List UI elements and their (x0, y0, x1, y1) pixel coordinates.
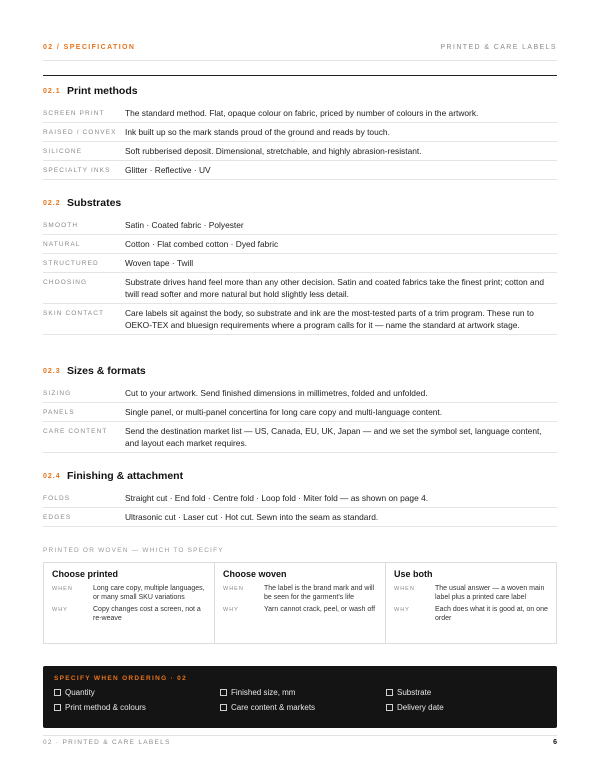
spec-row (43, 254, 557, 273)
section-heading (43, 362, 557, 380)
card-row (52, 585, 206, 602)
spec-row (43, 161, 557, 180)
spec-row (43, 489, 557, 508)
spec-value: Straight cut · End fold · Centre fold · Loop fold · Miter fold — as shown on page 4. (125, 493, 429, 503)
section-print-methods (43, 82, 557, 180)
card-row (394, 585, 548, 602)
spec-value: The standard method. Flat, opaque colour on fabric, priced by number of colours in the artwork. (125, 108, 479, 118)
header-section-label: 02 / SPECIFICATION (43, 44, 136, 51)
spec-row (43, 384, 557, 403)
checklist-item[interactable] (386, 703, 546, 712)
spec-key: SCREEN PRINT (43, 110, 105, 117)
section-title: Finishing & attachment (67, 470, 184, 482)
checklist-item[interactable] (386, 688, 546, 697)
spec-key: SMOOTH (43, 222, 79, 229)
section-sizes-formats (43, 362, 557, 453)
page-header (43, 44, 557, 56)
section-number: 02.3 (43, 367, 61, 375)
section-heading (43, 194, 557, 212)
spec-row (43, 235, 557, 254)
spec-row (43, 216, 557, 235)
spec-row (43, 403, 557, 422)
spec-key: SIZING (43, 390, 72, 397)
checkbox-icon[interactable] (54, 689, 61, 696)
section-number: 02.1 (43, 87, 61, 95)
card-value: Yarn cannot crack, peel, or wash off (264, 606, 376, 614)
spec-key: SILICONE (43, 148, 83, 155)
page-number: 6 (553, 739, 557, 746)
section-title: Print methods (67, 85, 138, 97)
section-heading (43, 82, 557, 100)
checklist-label: Finished size, mm (231, 688, 296, 697)
spec-key: PANELS (43, 409, 75, 416)
spec-key: CHOOSING (43, 279, 88, 286)
spec-key: SPECIALTY INKS (43, 167, 111, 174)
footer-label: 02 · PRINTED & CARE LABELS (43, 739, 171, 746)
footer-divider (43, 735, 557, 736)
header-divider (43, 60, 557, 61)
card-key: WHEN (223, 586, 244, 592)
page-footer (43, 739, 557, 746)
spec-page (43, 0, 557, 777)
card-use-both (386, 563, 556, 643)
spec-row (43, 104, 557, 123)
spec-value: Ultrasonic cut · Laser cut · Hot cut. Sewn into the seam as standard. (125, 512, 379, 522)
card-value: Long care copy, multiple languages, or many small SKU variations (93, 585, 205, 601)
card-title: Choose woven (223, 569, 287, 579)
checkbox-icon[interactable] (386, 689, 393, 696)
spec-value: Soft rubberised deposit. Dimensional, stretchable, and highly abrasion-resistant. (125, 146, 422, 156)
compare-title: PRINTED OR WOVEN — WHICH TO SPECIFY (43, 547, 224, 554)
spec-row (43, 304, 557, 335)
card-title: Choose printed (52, 569, 119, 579)
card-row (223, 606, 377, 615)
section-number: 02.4 (43, 472, 61, 480)
card-value: Copy changes cost a screen, not a re-weave (93, 606, 201, 622)
checklist-label: Print method & colours (65, 703, 146, 712)
card-key: WHY (394, 607, 410, 614)
checkbox-icon[interactable] (220, 689, 227, 696)
checklist-label: Substrate (397, 688, 432, 697)
ordering-checklist (43, 666, 557, 728)
compare-cards (43, 562, 557, 644)
spec-value: Glitter · Reflective · UV (125, 165, 211, 175)
card-row (223, 585, 377, 602)
spec-key: CARE CONTENT (43, 428, 108, 435)
checklist-title: SPECIFY WHEN ORDERING · 02 (54, 675, 188, 682)
card-value: Each does what it is good at, on one order (435, 606, 548, 622)
card-title: Use both (394, 569, 433, 579)
checklist-item[interactable] (220, 688, 386, 697)
checklist-item[interactable] (54, 703, 220, 712)
section-title: Substrates (67, 197, 122, 209)
checkbox-icon[interactable] (386, 704, 393, 711)
spec-value: Ink built up so the mark stands proud of the ground and reads by touch. (125, 127, 390, 137)
card-key: WHY (52, 607, 68, 614)
spec-key: NATURAL (43, 241, 81, 248)
header-doc-title: PRINTED & CARE LABELS (440, 44, 557, 51)
spec-value: Cotton · Flat combed cotton · Dyed fabric (125, 239, 279, 249)
checklist-label: Care content & markets (231, 703, 316, 712)
spec-row (43, 422, 557, 453)
spec-key: EDGES (43, 514, 72, 521)
spec-key: SKIN CONTACT (43, 310, 105, 317)
checklist-label: Delivery date (397, 703, 444, 712)
spec-row (43, 123, 557, 142)
section-heading (43, 467, 557, 485)
card-key: WHEN (394, 586, 415, 592)
checklist-item[interactable] (220, 703, 386, 712)
card-row (394, 606, 548, 623)
checklist-item[interactable] (54, 688, 220, 697)
checklist-label: Quantity (65, 688, 95, 697)
spec-value: Send the destination market list — US, Canada, EU, UK, Japan — and we set the symbol set, language content, and layout each market requires. (125, 426, 542, 448)
section-substrates (43, 194, 557, 335)
spec-key: FOLDS (43, 495, 71, 502)
spec-key: RAISED / CONVEX (43, 129, 117, 136)
spec-row (43, 273, 557, 304)
section-title: Sizes & formats (67, 365, 146, 377)
card-row (52, 606, 206, 623)
spec-row (43, 508, 557, 527)
card-choose-woven (215, 563, 386, 643)
spec-row (43, 142, 557, 161)
card-value: The label is the brand mark and will be seen for the garment's life (264, 585, 375, 601)
spec-key: STRUCTURED (43, 260, 99, 267)
header-rule (43, 75, 557, 76)
spec-value: Substrate drives hand feel more than any other decision. Satin and coated fabrics take the finest print; cotton and twill read softer and more natural but hold slightly less detail. (125, 277, 545, 299)
spec-value: Care labels sit against the body, so substrate and ink are the most-tested parts of a trim program. These run to OEKO-TEX and bluesign requirements where a program calls for it — name the standard at artwork stage. (125, 308, 534, 330)
card-key: WHEN (52, 586, 73, 592)
checkbox-icon[interactable] (220, 704, 227, 711)
card-value: The usual answer — a woven main label plus a printed care label (435, 585, 545, 601)
section-finishing (43, 467, 557, 527)
section-number: 02.2 (43, 199, 61, 207)
card-key: WHY (223, 607, 239, 614)
spec-value: Cut to your artwork. Send finished dimensions in millimetres, folded and unfolded. (125, 388, 428, 398)
checkbox-icon[interactable] (54, 704, 61, 711)
card-choose-printed (44, 563, 215, 643)
spec-value: Satin · Coated fabric · Polyester (125, 220, 244, 230)
spec-value: Single panel, or multi-panel concertina for long care copy and multi-language content. (125, 407, 443, 417)
spec-value: Woven tape · Twill (125, 258, 194, 268)
